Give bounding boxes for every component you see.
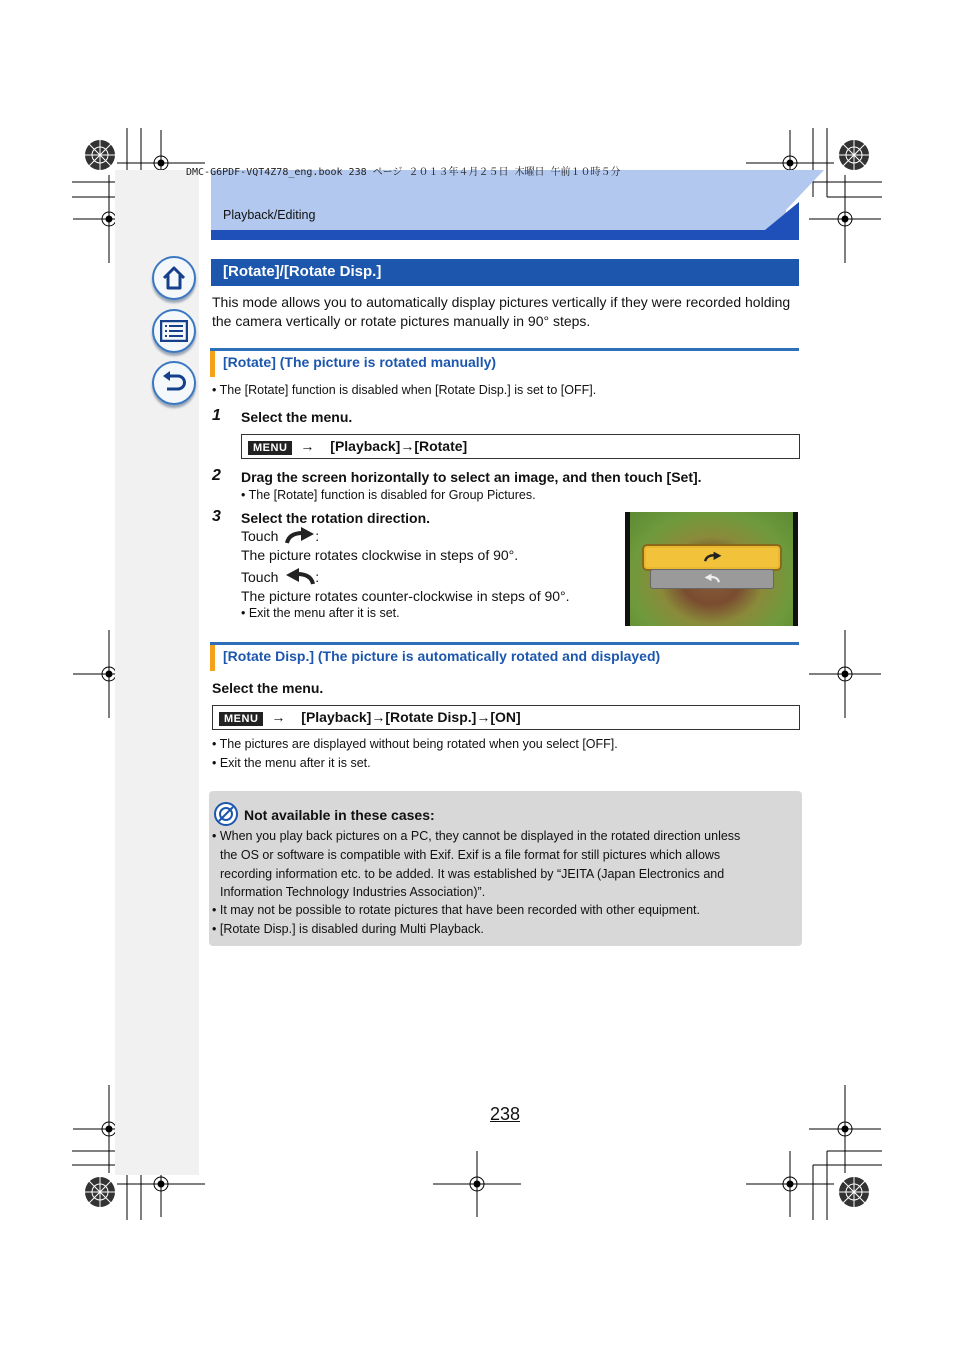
rotate-menu-path-box [241, 434, 800, 459]
print-info: DMC-G6PDF-VQT4Z78_eng.book 238 ページ ２０１３年４月２５日 木曜日 午前１０時５分 [186, 167, 621, 178]
touch-clockwise-row: Touch : [241, 528, 320, 544]
rotate-disp-select-label: Select the menu. [212, 680, 324, 696]
rotate-clockwise-icon [704, 551, 722, 563]
not-available-item-1-line-4: Information Technology Industries Association)”. [220, 885, 486, 899]
menu-tag: MENU [248, 441, 292, 455]
home-button[interactable] [152, 256, 196, 300]
menu-arrow: → [271, 709, 286, 725]
page-title: [Rotate]/[Rotate Disp.] [223, 263, 382, 280]
counterclockwise-description: The picture rotates counter-clockwise in steps of 90°. [241, 588, 570, 604]
menu-tag: MENU [219, 712, 263, 726]
rotate-counterclockwise-icon [285, 568, 315, 586]
step-2-bullet: • The [Rotate] function is disabled for Group Pictures. [241, 488, 536, 502]
home-icon [161, 265, 187, 291]
rotate-disp-note-1: • The pictures are displayed without being rotated when you select [OFF]. [212, 737, 618, 751]
menu-list-button[interactable] [152, 309, 196, 353]
back-button[interactable] [152, 361, 196, 405]
title-bar [211, 259, 799, 286]
step-2-text: Drag the screen horizontally to select an image, and then touch [Set]. [241, 469, 702, 485]
exit-note: • Exit the menu after it is set. [241, 606, 400, 620]
step-1-text: Select the menu. [241, 409, 353, 425]
back-icon [160, 370, 188, 396]
step-3-text: Select the rotation direction. [241, 510, 431, 526]
step-1-number: 1 [212, 407, 221, 424]
rotate-disp-note-2: • Exit the menu after it is set. [212, 756, 371, 770]
not-available-item-3: • [Rotate Disp.] is disabled during Multi Playback. [212, 922, 484, 936]
page-number: 238 [490, 1104, 521, 1124]
rotate-right-option[interactable] [644, 546, 780, 569]
rotate-counterclockwise-icon [704, 573, 720, 584]
not-available-icon [214, 802, 238, 826]
intro-text: This mode allows you to automatically display pictures vertically if they were recorded holding the camera vertically or rotate pictures manually in 90° steps. [212, 294, 791, 329]
not-available-title: Not available in these cases: [244, 807, 435, 823]
rotate-disp-menu-path-box [212, 705, 800, 730]
clockwise-description: The picture rotates clockwise in steps of 90°. [241, 547, 519, 563]
header-band [211, 170, 825, 242]
not-available-item-1: • When you play back pictures on a PC, they cannot be displayed in the rotated direction unless [212, 829, 741, 843]
rotate-note: • The [Rotate] function is disabled when [Rotate Disp.] is set to [OFF]. [212, 383, 597, 397]
not-available-item-2: • It may not be possible to rotate pictures that have been recorded with other equipment. [212, 903, 700, 917]
step-3-number: 3 [212, 508, 221, 525]
not-available-item-1-line-3: recording information etc. to be added. It was established by “JEITA (Japan Electronics and [220, 867, 725, 881]
rotate-disp-menu-path: [Playback]→[Rotate Disp.]→[ON] [301, 709, 521, 725]
rotate-clockwise-icon [285, 527, 315, 545]
rotate-screen-illustration [625, 512, 798, 626]
menu-arrow: → [300, 438, 315, 454]
rotate-menu-path: [Playback]→[Rotate] [330, 438, 468, 454]
not-available-item-1-line-2: the OS or software is compatible with Exif. Exif is a file format for still pictures which allows [220, 848, 721, 862]
step-2-number: 2 [212, 467, 221, 484]
header-section-label: Playback/Editing [223, 208, 316, 222]
touch-counterclockwise-row: Touch : [241, 569, 320, 585]
rotate-heading: [Rotate] (The picture is rotated manually) [210, 348, 799, 377]
menu-list-icon [160, 320, 188, 342]
rotate-disp-heading: [Rotate Disp.] (The picture is automatically rotated and displayed) [210, 642, 799, 671]
rotate-left-option[interactable] [650, 569, 774, 589]
